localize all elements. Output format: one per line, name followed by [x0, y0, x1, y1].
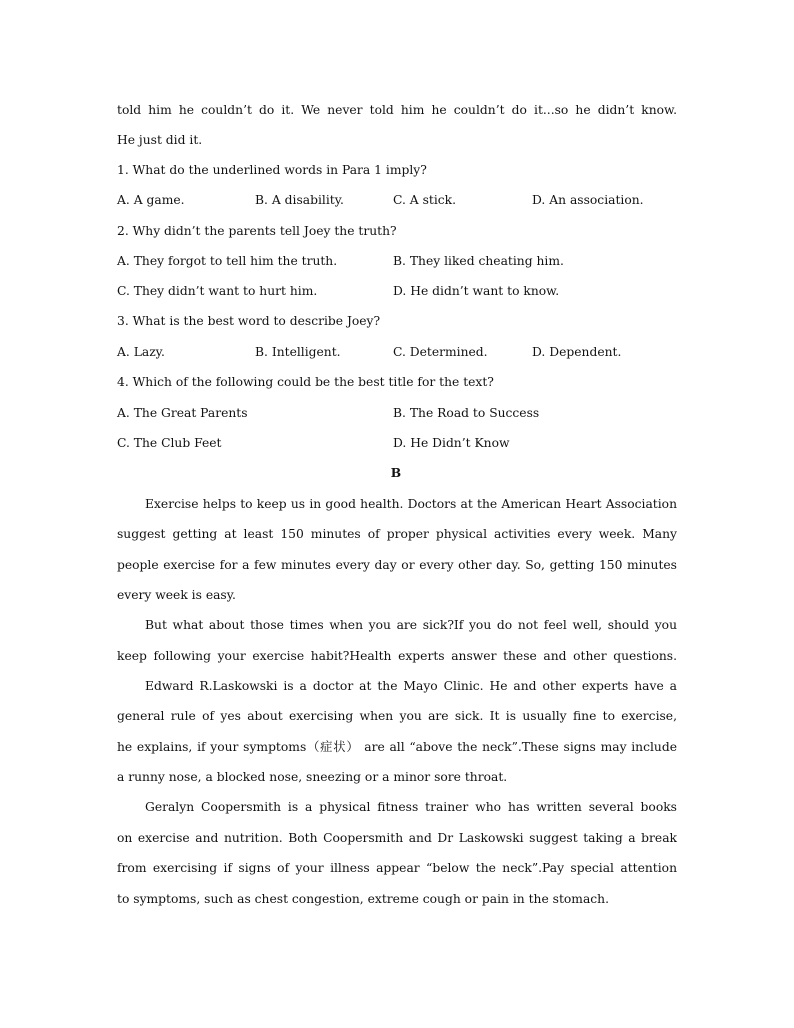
question-option: A. The Great Parents [117, 406, 248, 420]
paragraph-line: every week is easy. [117, 588, 236, 602]
question-stem: 3. What is the best word to describe Joey? [117, 314, 381, 328]
question-option: D. An association. [532, 193, 644, 207]
question-stem: 2. Why didn’t the parents tell Joey the truth? [117, 224, 397, 238]
paragraph-line: to symptoms, such as chest congestion, extreme cough or pain in the stomach. [117, 892, 609, 906]
paragraph-line: Edward R.Laskowski is a doctor at the Mayo Clinic. He and other experts have a [145, 679, 677, 693]
passage-a-line: told him he couldn’t do it. We never told him he couldn’t do it...so he didn’t know. [117, 103, 677, 117]
paragraph-line: Exercise helps to keep us in good health. Doctors at the American Heart Association [145, 497, 677, 511]
question-option: D. He didn’t want to know. [393, 284, 560, 298]
question-option: C. A stick. [393, 193, 457, 207]
question-option: B. The Road to Success [393, 406, 540, 420]
paragraph-line: he explains, if your symptoms（症状） are all “above the neck”.These signs may include [117, 740, 677, 754]
paragraph-line: from exercising if signs of your illness appear “below the neck”.Pay special attention [117, 861, 677, 875]
paragraph-line: general rule of yes about exercising when you are sick. It is usually fine to exercise, [117, 709, 677, 723]
paragraph-line: a runny nose, a blocked nose, sneezing or a minor sore throat. [117, 770, 508, 784]
question-option: B. Intelligent. [255, 345, 341, 359]
question-stem: 4. Which of the following could be the best title for the text? [117, 375, 494, 389]
paragraph-line: people exercise for a few minutes every day or every other day. So, getting 150 minutes [117, 558, 677, 572]
section-heading: B [390, 465, 402, 480]
question-option: A. A game. [117, 193, 185, 207]
question-option: C. Determined. [393, 345, 488, 359]
paragraph-line: But what about those times when you are sick?If you do not feel well, should you [145, 618, 677, 632]
question-option: A. Lazy. [117, 345, 165, 359]
question-option: D. Dependent. [532, 345, 622, 359]
question-option: B. They liked cheating him. [393, 254, 564, 268]
paragraph-line: Geralyn Coopersmith is a physical fitness trainer who has written several books [145, 800, 677, 814]
passage-a-line: He just did it. [117, 133, 203, 147]
question-option: D. He Didn’t Know [393, 436, 510, 450]
question-option: C. They didn’t want to hurt him. [117, 284, 318, 298]
paragraph-line: suggest getting at least 150 minutes of proper physical activities every week. Many [117, 527, 677, 541]
paragraph-line: keep following your exercise habit?Health experts answer these and other questions. [117, 649, 677, 663]
question-stem: 1. What do the underlined words in Para 1 imply? [117, 163, 427, 177]
question-option: C. The Club Feet [117, 436, 222, 450]
question-option: A. They forgot to tell him the truth. [117, 254, 338, 268]
question-option: B. A disability. [255, 193, 344, 207]
paragraph-line: on exercise and nutrition. Both Coopersmith and Dr Laskowski suggest taking a break [117, 831, 677, 845]
